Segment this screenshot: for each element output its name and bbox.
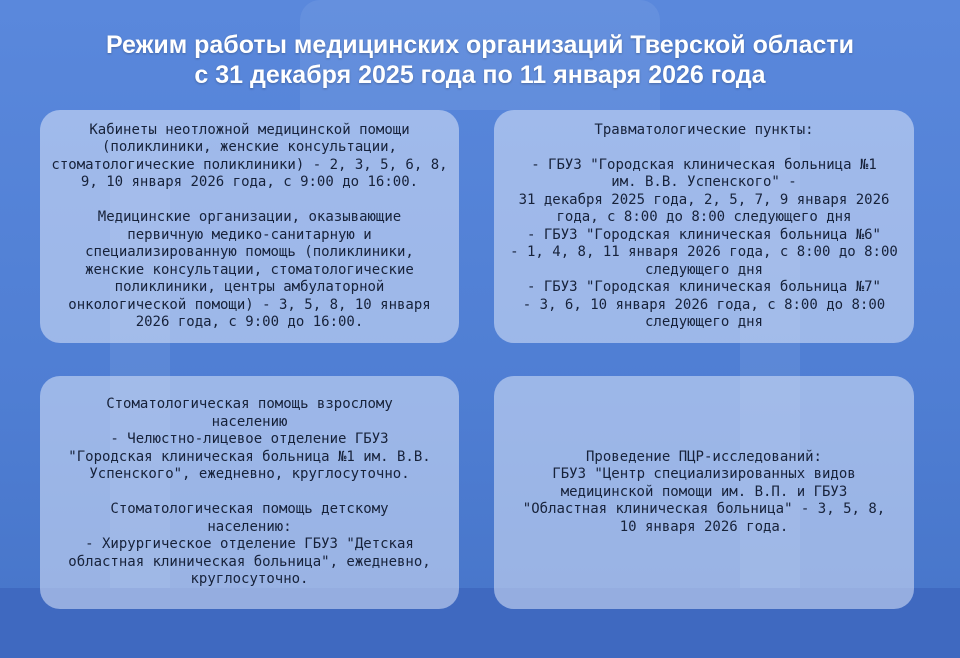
page-title — [0, 30, 960, 90]
card-trauma-points-body: - ГБУЗ "Городская клиническая больница №1 им. В.В. Успенского" - 31 декабря 2025 года, 2, 5, 7, 9 января 2026 года, с 8:00 до 8:00 следующего дня - ГБУЗ "Городская клиническая больница №6" - 1, 4, 8, 11 января 2026 года, с 8:00 до 8:00 следующего дня - ГБУЗ "Городская клиническая больница №7" - 3, 6, 10 января 2026 года, с 8:00 до 8:00 следующего дня — [510, 156, 898, 330]
card-pcr-testing-heading: Проведение ПЦР-исследований: — [585, 448, 822, 465]
card-trauma-points — [494, 110, 914, 343]
card-pcr-testing-body: ГБУЗ "Центр специализированных видов медицинской помощи им. В.П. и ГБУЗ "Областная клиническая больница" - 3, 5, 8, 10 января 2026 года. — [522, 466, 886, 535]
spacer — [502, 139, 906, 157]
spacer — [48, 192, 451, 210]
card-dental-care-paragraph-1: Стоматологическая помощь взрослому населению - Челюстно-лицевое отделение ГБУЗ "Городская клиническая больница №1 им. В.В. Успенского", ежедневно, круглосуточно. — [68, 396, 431, 483]
card-emergency-care-paragraph-2: Медицинские организации, оказывающие первичную медико-санитарную и специализированную помощь (поликлиники, женские консультации, стоматологические поликлиники, центры амбулаторной онкологической помощи) - 3, 5, 8, 10 января 2026 года, с 9:00 до 16:00. — [68, 209, 431, 330]
card-emergency-care — [40, 110, 459, 343]
page-title-line1: Режим работы медицинских организаций Тверской области — [105, 31, 855, 59]
card-dental-care — [40, 376, 459, 609]
card-trauma-points-heading: Травматологические пункты: — [594, 121, 814, 138]
spacer — [48, 484, 451, 502]
card-pcr-testing — [494, 376, 914, 609]
card-emergency-care-paragraph-1: Кабинеты неотложной медицинской помощи (поликлиники, женские консультации, стоматологические поликлиники) - 2, 3, 5, 6, 8, 9, 10 января 2026 года, с 9:00 до 16:00. — [51, 121, 448, 190]
card-dental-care-paragraph-2: Стоматологическая помощь детскому населению: - Хирургическое отделение ГБУЗ "Детская областная клиническая больница", ежедневно, круглосуточно. — [68, 501, 431, 588]
page-title-line2: с 31 декабря 2025 года по 11 января 2026 года — [194, 61, 766, 89]
